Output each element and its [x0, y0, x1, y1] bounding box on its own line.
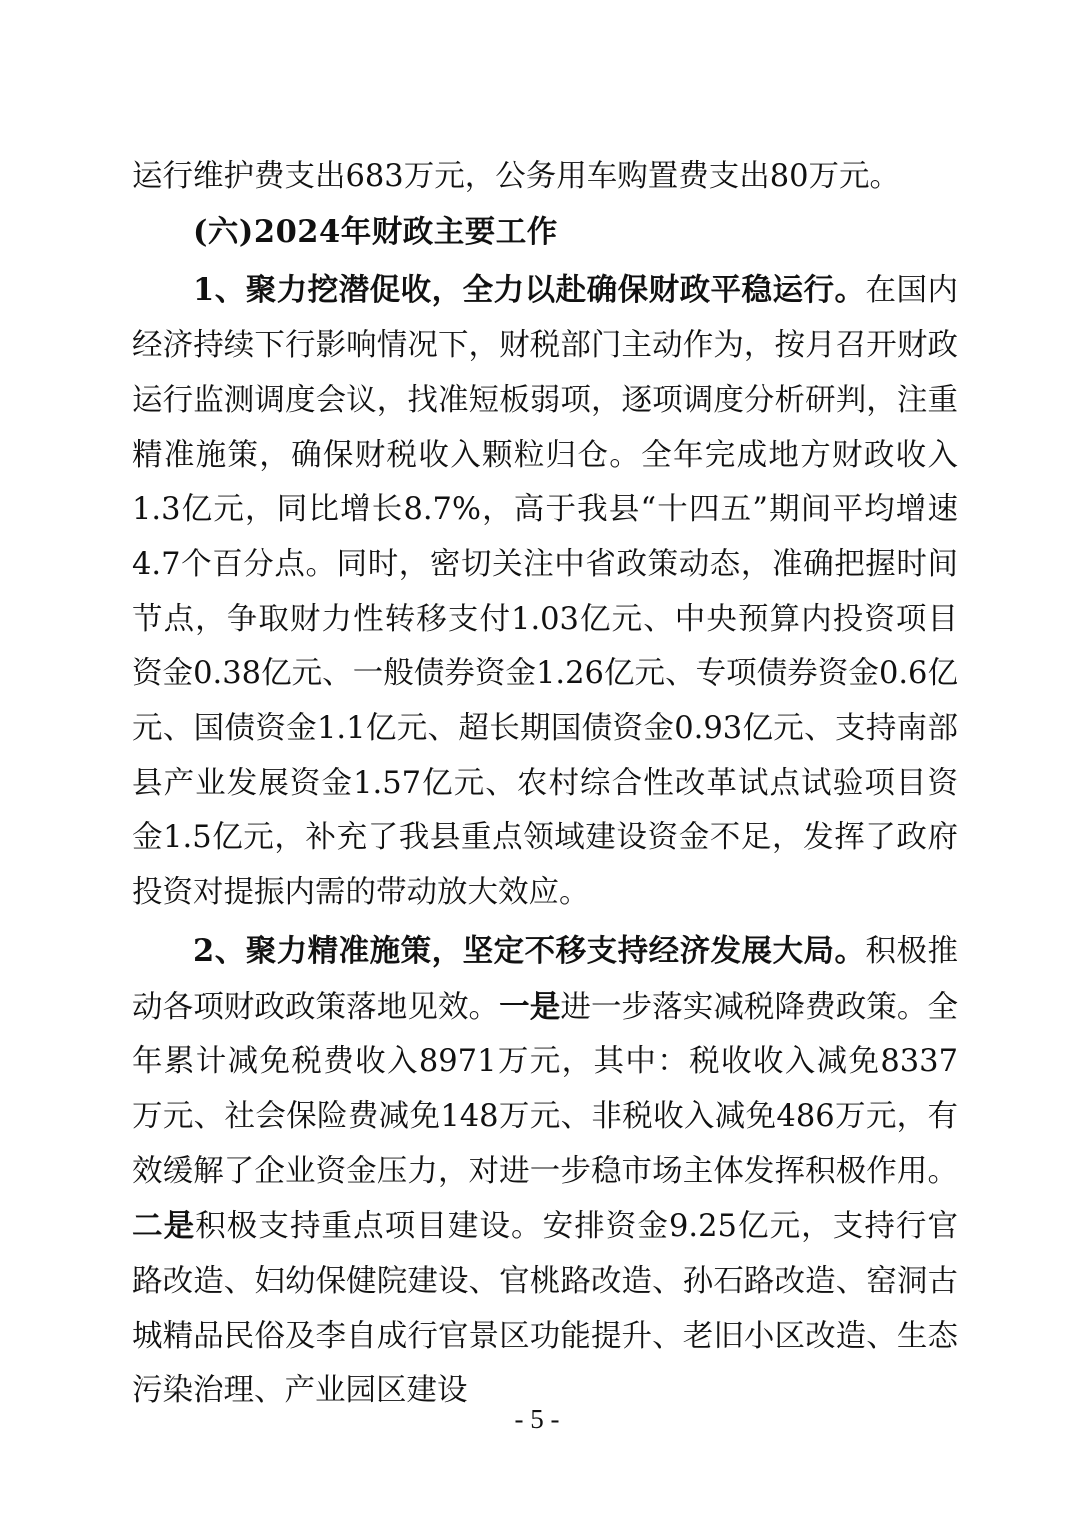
- item-2-lead: 2、聚力精准施策，坚定不移支持经济发展大局。: [193, 932, 866, 969]
- item-2-sub-2-label: 二是: [132, 1208, 196, 1245]
- item-1-lead: 1、聚力挖潜促收，全力以赴确保财政平稳运行。: [193, 272, 866, 309]
- paragraph-item-1: [132, 263, 958, 920]
- item-1-text: 在国内经济持续下行影响情况下，财税部门主动作为，按月召开财政运行监测调度会议，找准短板弱项，逐项调度分析研判，注重精准施策，确保财税收入颗粒归仓。全年完成地方财政收入1.3亿元，同比增长8.7%，高于我县“十四五”期间平均增速4.7个百分点。同时，密切关注中省政策动态，准确把握时间节点，争取财力性转移支付1.03亿元、中央预算内投资项目资金0.38亿元、一般债券资金1.26亿元、专项债券资金0.6亿元、国债资金1.1亿元、超长期国债资金0.93亿元、支持南部县产业发展资金1.57亿元、农村综合性改革试点试验项目资金1.5亿元，补充了我县重点领域建设资金不足，发挥了政府投资对提振内需的带动放大效应。: [132, 273, 958, 911]
- item-2-sub-1-label: 一是: [499, 988, 561, 1025]
- continuation-paragraph: [132, 150, 958, 205]
- paragraph-item-2: [132, 924, 958, 1419]
- item-2-text-3: 积极支持重点项目建设。安排资金9.25亿元，支持行官路改造、妇幼保健院建设、官桃路改造、孙石路改造、窑洞古城精品民俗及李自成行官景区功能提升、老旧小区改造、生态污染治理、产业园区建设: [132, 1209, 959, 1409]
- item-2-text-1: 积极推动各项财政政策落地见效。: [132, 933, 958, 1025]
- section-heading: (六)2024年财政主要工作: [193, 213, 558, 250]
- section-heading-paragraph: [132, 205, 958, 261]
- page-number: - 5 -: [514, 1404, 560, 1434]
- continuation-text: 运行维护费支出683万元，公务用车购置费支出80万元。: [132, 159, 901, 194]
- body-text: [132, 150, 958, 1419]
- item-2-text-2: 进一步落实减税降费政策。全年累计减免税费收入8971万元，其中：税收收入减免8337万元、社会保险费减免148万元、非税收入减免486万元，有效缓解了企业资金压力，对进一步稳市场主体发挥积极作用。: [132, 989, 959, 1189]
